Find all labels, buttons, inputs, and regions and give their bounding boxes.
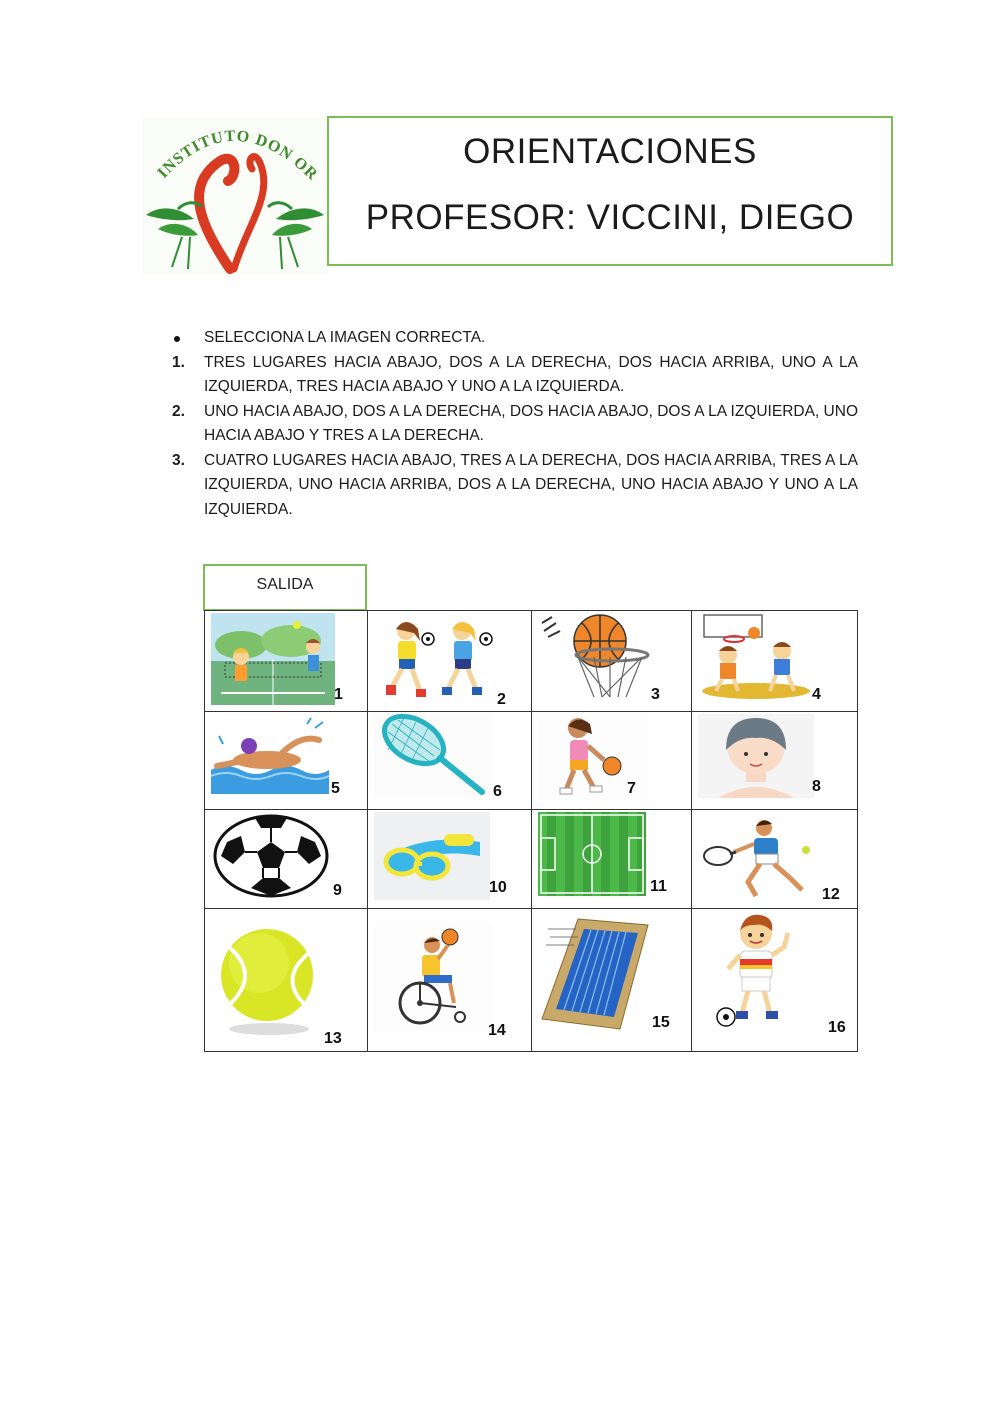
grid-cell-7[interactable] bbox=[532, 712, 692, 810]
cell-number: 16 bbox=[828, 1019, 846, 1036]
cell-number: 7 bbox=[627, 780, 636, 797]
tennis-player-icon bbox=[698, 812, 816, 902]
swim-goggles-icon bbox=[374, 812, 490, 900]
cell-number: 4 bbox=[812, 686, 821, 703]
wheelchair-basketball-icon bbox=[374, 923, 492, 1033]
grid-cell-10[interactable] bbox=[368, 810, 532, 909]
item-text: CUATRO LUGARES HACIA ABAJO, TRES A LA DERECHA, DOS HACIA ARRIBA, TRES A LA IZQUIERDA, UNO HACIA ARRIBA, DOS A LA DERECHA, UNO HACIA ABAJO Y UNO A LA IZQUIERDA. bbox=[204, 451, 858, 518]
instruction-item bbox=[172, 351, 858, 400]
cell-number: 14 bbox=[488, 1022, 506, 1039]
grid-cell-6[interactable] bbox=[368, 712, 532, 810]
soccer-field-icon bbox=[538, 812, 646, 896]
start-label: SALIDA bbox=[203, 564, 367, 611]
cell-number: 12 bbox=[822, 886, 840, 903]
don-orione-logo-icon bbox=[142, 117, 328, 275]
cell-number: 2 bbox=[497, 691, 506, 708]
tennis-racket-icon bbox=[374, 714, 492, 796]
grid-cell-15[interactable] bbox=[532, 909, 692, 1052]
grid-cell-3[interactable] bbox=[532, 611, 692, 712]
swimmer-icon bbox=[211, 714, 329, 794]
instructions bbox=[172, 326, 858, 522]
cell-number: 1 bbox=[334, 686, 343, 703]
grid-cell-13[interactable] bbox=[205, 909, 368, 1052]
tennis-court-players-icon bbox=[211, 613, 335, 705]
cell-number: 15 bbox=[652, 1014, 670, 1031]
item-number: 3. bbox=[172, 451, 185, 469]
logo-text: INSTITUTO DON OR bbox=[154, 127, 322, 184]
cell-number: 3 bbox=[651, 686, 660, 703]
item-number: 1. bbox=[172, 353, 185, 371]
grid-cell-11[interactable] bbox=[532, 810, 692, 909]
bullet-icon bbox=[174, 336, 180, 342]
item-number: 2. bbox=[172, 402, 185, 420]
grid-cell-12[interactable] bbox=[692, 810, 858, 909]
swim-cap-boy-icon bbox=[698, 714, 814, 798]
grid-cell-5[interactable] bbox=[205, 712, 368, 810]
teacher-name: PROFESOR: VICCINI, DIEGO bbox=[365, 198, 855, 237]
bullet-text: SELECCIONA LA IMAGEN CORRECTA. bbox=[204, 329, 486, 346]
title-box bbox=[327, 116, 893, 266]
bullet-instruction bbox=[172, 326, 858, 351]
cell-number: 8 bbox=[812, 778, 821, 795]
grid-cell-16[interactable] bbox=[692, 909, 858, 1052]
grid-cell-8[interactable] bbox=[692, 712, 858, 810]
instruction-item bbox=[172, 400, 858, 449]
cell-number: 6 bbox=[493, 783, 502, 800]
image-grid bbox=[204, 610, 858, 1052]
item-text: TRES LUGARES HACIA ABAJO, DOS A LA DERECHA, DOS HACIA ARRIBA, UNO A LA IZQUIERDA, TRES HACIA ABAJO Y UNO A LA IZQUIERDA. bbox=[204, 353, 858, 395]
school-logo bbox=[142, 117, 328, 275]
swimming-pool-icon bbox=[538, 915, 650, 1033]
basketball-hoop-icon bbox=[538, 613, 658, 705]
instruction-item bbox=[172, 449, 858, 523]
cell-number: 13 bbox=[324, 1030, 342, 1047]
tennis-ball-icon bbox=[211, 917, 321, 1037]
soccer-ball-icon bbox=[211, 812, 331, 900]
cell-number: 11 bbox=[650, 878, 667, 895]
grid-cell-9[interactable] bbox=[205, 810, 368, 909]
cell-number: 10 bbox=[489, 879, 507, 896]
grid-cell-14[interactable] bbox=[368, 909, 532, 1052]
cell-number: 9 bbox=[333, 882, 342, 899]
item-text: UNO HACIA ABAJO, DOS A LA DERECHA, DOS HACIA ABAJO, DOS A LA IZQUIERDA, UNO HACIA ABAJO Y TRES A LA DERECHA. bbox=[204, 402, 858, 444]
grid-cell-1[interactable] bbox=[205, 611, 368, 712]
girls-soccer-icon bbox=[374, 613, 498, 705]
cell-number: 5 bbox=[331, 780, 340, 797]
kids-basketball-icon bbox=[698, 613, 816, 705]
grid-cell-2[interactable] bbox=[368, 611, 532, 712]
boy-soccer-icon bbox=[698, 913, 816, 1033]
grid-cell-4[interactable] bbox=[692, 611, 858, 712]
page-title: ORIENTACIONES bbox=[463, 132, 757, 171]
